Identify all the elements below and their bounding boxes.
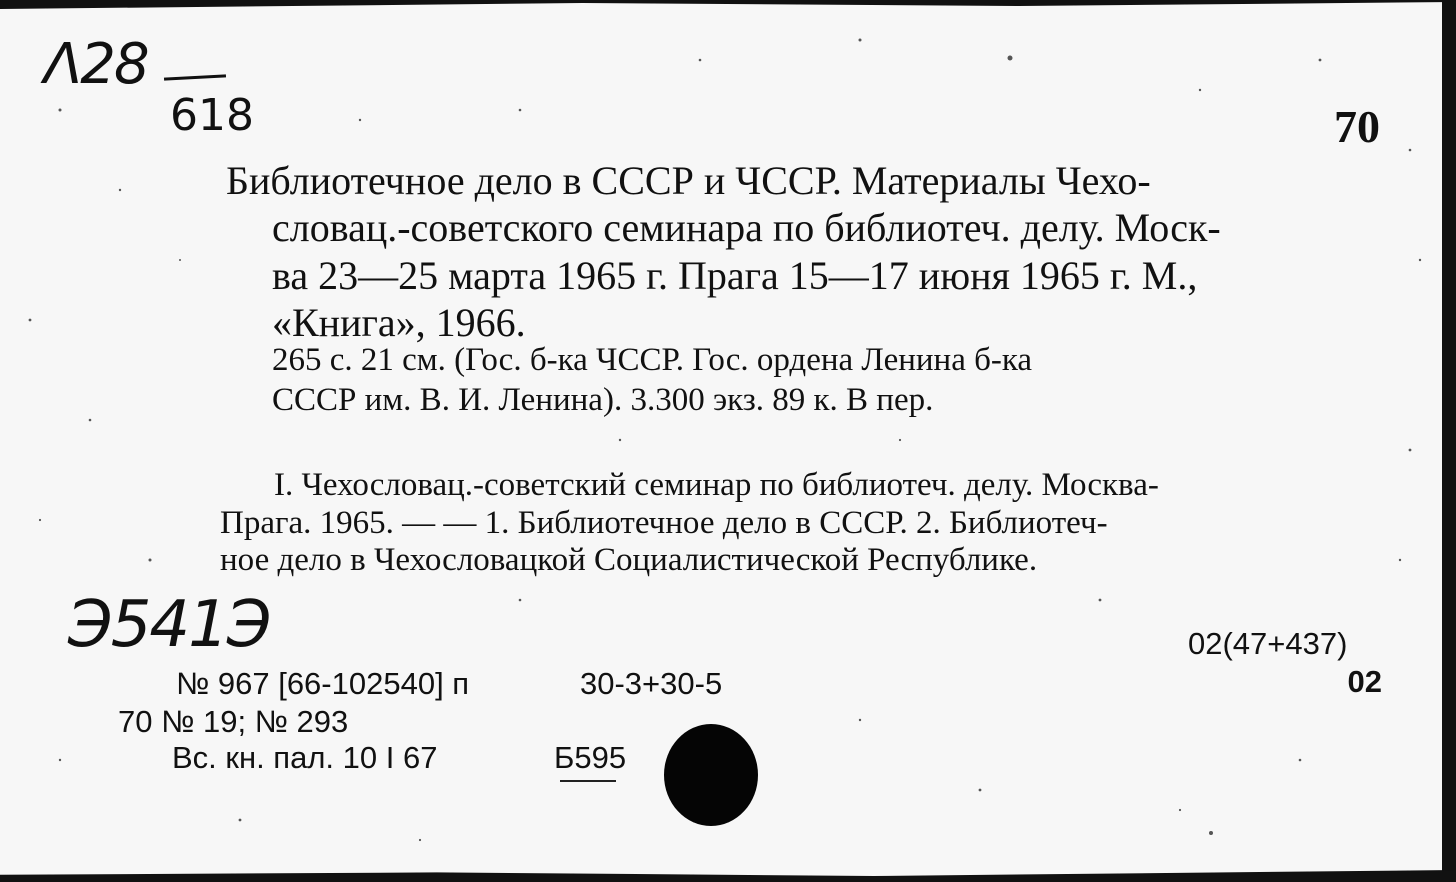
author-sign-underline [560,780,616,782]
title-line: ва 23—25 марта 1965 г. Прага 15—17 июня 1965 г. М., [272,253,1198,298]
record-number: № 967 [66-102540] п [176,666,470,701]
subject-heading-line: ное дело в Чехословацкой Социалистической Республике. [220,542,1038,578]
handwritten-inventory-number: Э541Э [68,588,270,662]
issue-number: 70 № 19; № 293 [118,704,349,739]
subject-heading-line: Прага. 1965. — — 1. Библиотечное дело в СССР. 2. Библиотеч- [220,505,1108,541]
physical-description-line: 265 с. 21 см. (Гос. б-ка ЧССР. Гос. ордена Ленина б-ка [272,342,1033,378]
punch-hole [664,724,758,826]
subject-heading-line: I. Чехословац.-советский семинар по библиотеч. делу. Москва- [274,467,1159,503]
author-sign: Б595 [554,740,627,775]
card-number: 70 [1334,101,1380,152]
title-line: словац.-советского семинара по библиотеч. делу. Моск- [272,205,1221,250]
classification-short: 02 [1347,664,1382,699]
classification-index: 02(47+437) [1188,626,1348,661]
title-line: «Книга», 1966. [272,300,526,345]
book-chamber-date: Вс. кн. пал. 10 I 67 [172,740,438,775]
handwritten-shelf-sub: 618 [170,90,254,141]
physical-description-line: СССР им. В. И. Ленина). 3.300 экз. 89 к. В пер. [272,382,934,418]
title-line: Библиотечное дело в СССР и ЧССР. Материалы Чехо- [226,158,1151,203]
udc-code: 30-3+30-5 [580,666,723,701]
card-right-edge [1442,0,1456,882]
handwritten-shelf-mark: Λ28 [44,32,148,97]
